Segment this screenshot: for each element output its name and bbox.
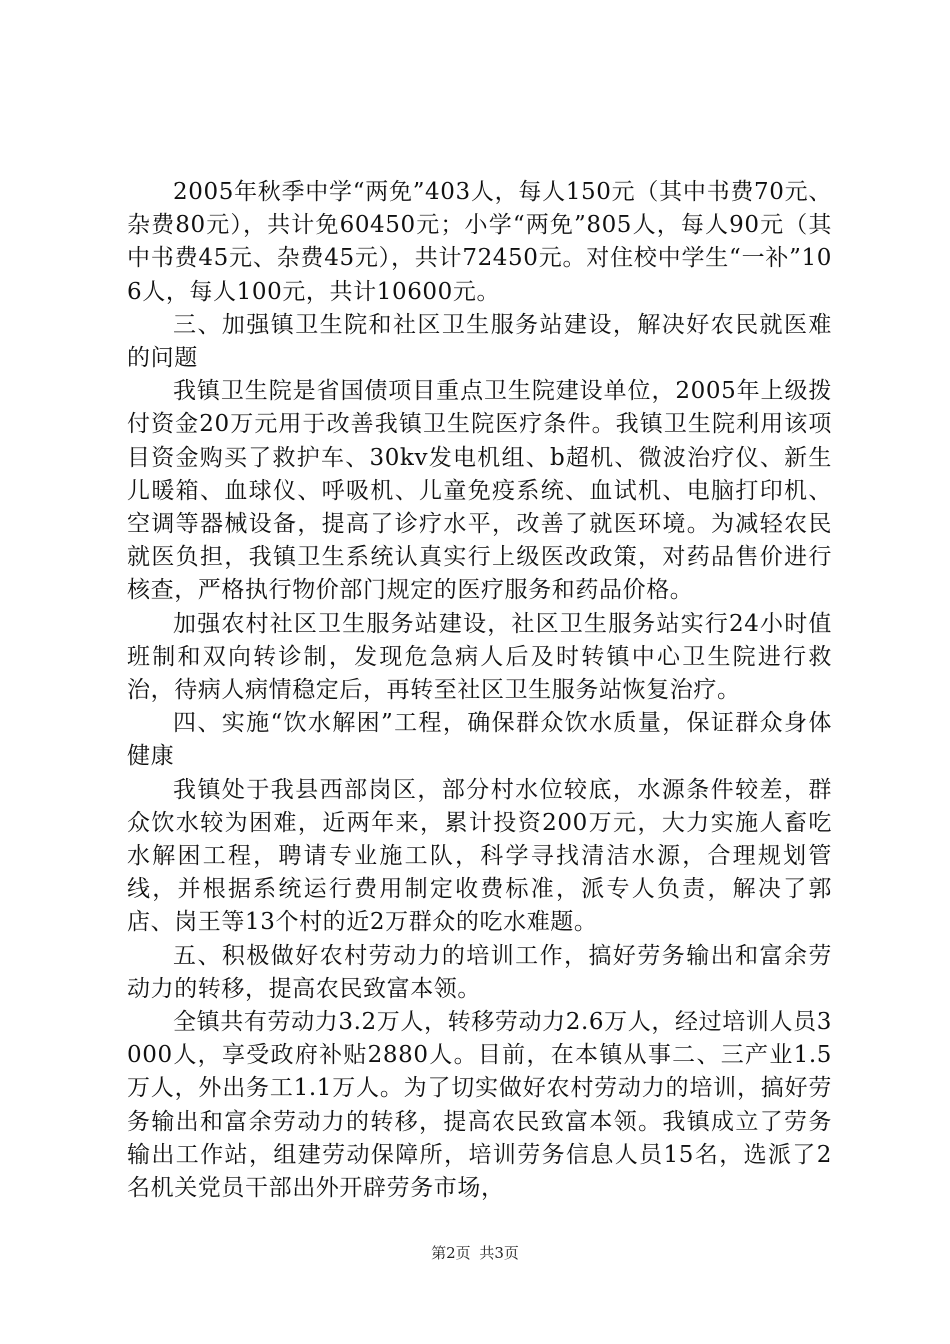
section-heading-health-center: 三、加强镇卫生院和社区卫生服务站建设，解决好农民就医难的问题 <box>127 311 832 372</box>
section-heading-drinking-water: 四、实施“饮水解困”工程，确保群众饮水质量，保证群众身体健康 <box>127 710 832 770</box>
document-body <box>127 176 832 1205</box>
page-footer <box>0 1243 950 1263</box>
paragraph-drinking-water: 我镇处于我县西部岗区，部分村水位较底，水源条件较差，群众饮水较为困难，近两年来，累计投资200万元，大力实施人畜吃水解困工程，聘请专业施工队，科学寻找清洁水源，合理规划管线，并根据系统运行费用制定收费标准，派专人负责，解决了郭店、岗王等13个村的近2万群众的吃水难题。 <box>127 776 832 936</box>
section-heading-labor-training: 五、积极做好农村劳动力的培训工作，搞好劳务输出和富余劳动力的转移，提高农民致富本领。 <box>127 942 832 1002</box>
paragraph-tuition-exemption: 2005年秋季中学“两免”403人，每人150元（其中书费70元、杂费80元），共计免60450元；小学“两免”805人，每人90元（其中书费45元、杂费45元），共计72450元。对住校中学生“一补”106人，每人100元，共计10600元。 <box>127 179 832 305</box>
page-number-current: 第2页 <box>431 1244 471 1262</box>
paragraph-labor-training: 全镇共有劳动力3.2万人，转移劳动力2.6万人，经过培训人员3000人，享受政府补贴2880人。目前，在本镇从事二、三产业1.5万人，外出务工1.1万人。为了切实做好农村劳动力的培训，搞好劳务输出和富余劳动力的转移，提高农民致富本领。我镇成立了劳务输出工作站，组建劳动保障所，培训劳务信息人员15名，选派了2名机关党员干部出外开辟劳务市场， <box>127 1009 832 1202</box>
paragraph-health-center: 我镇卫生院是省国债项目重点卫生院建设单位，2005年上级拨付资金20万元用于改善我镇卫生院医疗条件。我镇卫生院利用该项目资金购买了救护车、30kv发电机组、b超机、微波治疗仪、新生儿暖箱、血球仪、呼吸机、儿童免疫系统、血试机、电脑打印机、空调等器械设备，提高了诊疗水平，改善了就医环境。为减轻农民就医负担，我镇卫生系统认真实行上级医改政策，对药品售价进行核查，严格执行物价部门规定的医疗服务和药品价格。 <box>127 378 832 604</box>
paragraph-community-health-station: 加强农村社区卫生服务站建设，社区卫生服务站实行24小时值班制和双向转诊制，发现危急病人后及时转镇中心卫生院进行救治，待病人病情稳定后，再转至社区卫生服务站恢复治疗。 <box>127 610 832 704</box>
page-number-total: 共3页 <box>479 1244 519 1262</box>
